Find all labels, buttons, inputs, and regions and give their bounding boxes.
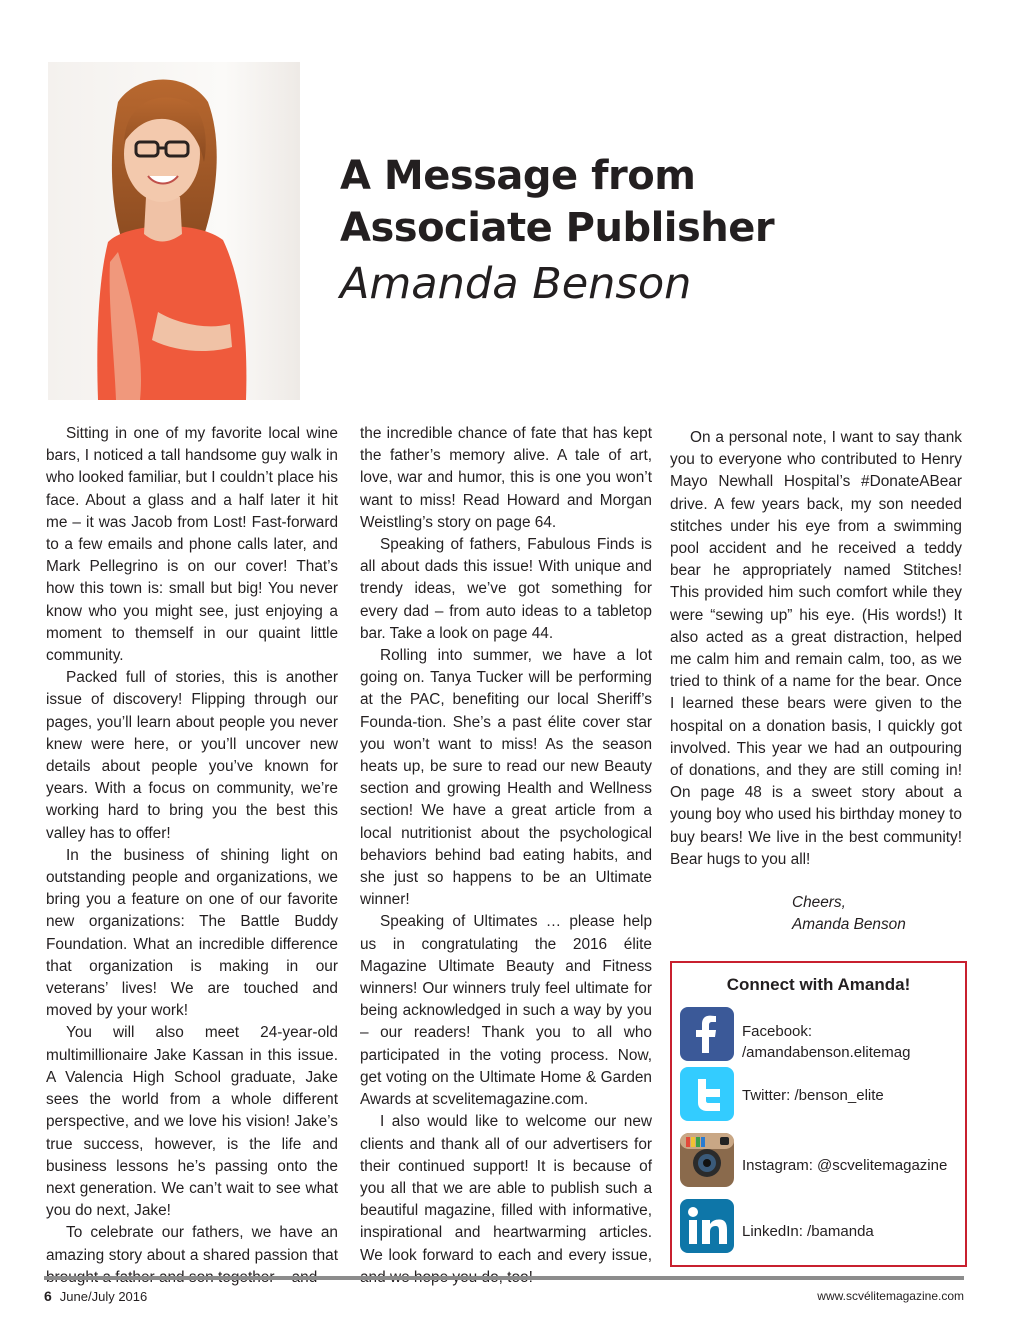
paragraph: To celebrate our fathers, we have an amazing story about a shared passion that	[46, 1224, 338, 1264]
linkedin-icon	[680, 1199, 734, 1253]
facebook-link[interactable]	[680, 1007, 963, 1063]
paragraph: Sitting in one of my favorite local wine bars, I noticed a tall handsome guy walk in who looked familiar, but I couldn’t place his face. About a glass and a half later it hit me – it was Jacob from Lost! Fast-forward to a few emails and phone calls later, and Mark Pellegrino is on our cover! That’s how this town is: small but big! You never know who you might see, just enjoying a moment to themself in our quaint little community.	[46, 425, 338, 665]
facebook-icon	[680, 1007, 734, 1061]
facebook-handle: Facebook: /amandabenson.elitemag	[742, 1023, 911, 1061]
title-line-1: A Message from	[340, 153, 696, 199]
title-line-2: Associate Publisher	[340, 205, 775, 251]
paragraph: On a personal note, I want to say thank you to everyone who contributed to Henry Mayo Newhall Hospital’s #DonateABear drive. A few years back, my son needed stitches under his eye from a swimming pool accident and he received a teddy bear he appropriately named Stitches! This provided him such comfort while they were “sewing up” his eye. (His words!) It also acted as a great distraction, helped me calm him and remain calm, too, as we tried to think of a name for the bear. Once I learned these bears were given to the hospital on a donation basis, I quickly got involved. This year we had an outpouring of donations, and they are still coming in! On page 48 is a sweet story about a young boy who used his birthday money to buy bears! We live in the best community! Bear hugs to you all!	[670, 429, 962, 868]
page-info	[44, 1288, 147, 1304]
connect-heading: Connect with Amanda!	[726, 975, 911, 994]
instagram-link[interactable]	[680, 1133, 963, 1189]
twitter-icon	[680, 1067, 734, 1121]
article-title	[340, 150, 940, 314]
instagram-handle: Instagram: @scvelitemagazine	[742, 1157, 948, 1174]
article-column-2	[360, 423, 652, 1289]
connect-box	[670, 961, 967, 1267]
publisher-name: Amanda Benson	[340, 259, 692, 309]
signoff-greeting: Cheers,	[792, 894, 846, 911]
article-column-3	[670, 427, 962, 871]
article-column-1	[46, 423, 338, 1289]
paragraph: the incredible chance of fate that has kept the father’s memory alive. A tale of art, love, war and humor, this is one you won’t want to miss! Read Howard and Morgan Weistling’s story on page 64.	[360, 425, 652, 531]
twitter-handle: Twitter: /benson_elite	[742, 1087, 884, 1104]
paragraph: Speaking of Ultimates … please help us in congratulating the 2016 élite Magazine Ultimate Beauty and Fitness winners! Our winners truly feel ultimate for being acknowledged in such a way by you – our readers! Thank you to all who participated in the voting process. Now, get voting on the Ultimate Home & Garden Awards at scvelitemagazine.com.	[360, 913, 652, 1109]
page-number: 6	[44, 1288, 52, 1304]
instagram-icon	[680, 1133, 734, 1187]
linkedin-handle: LinkedIn: /bamanda	[742, 1223, 874, 1240]
twitter-link[interactable]	[680, 1067, 963, 1123]
signoff	[792, 892, 906, 936]
issue-date: June/July 2016	[59, 1289, 148, 1304]
linkedin-link[interactable]	[680, 1199, 963, 1255]
paragraph: Packed full of stories, this is another issue of discovery! Flipping through our pages, you’ll learn about people you never knew were here, or you’ll uncover new details about people you’ve known for years. With a focus on community, we’re working hard to bring you the best this valley has to offer!	[46, 669, 338, 842]
signoff-name: Amanda Benson	[792, 916, 906, 934]
paragraph: Speaking of fathers, Fabulous Finds is all about dads this issue! With unique and trendy ideas, we’ve got something for every dad – from auto ideas to a tabletop bar. Take a look on page 44.	[360, 536, 652, 642]
paragraph: I also would like to welcome our new clients and thank all of our advertisers for their continued support! It is because of you all that we are able to publish such a beautiful magazine, filled with informative, inspirational and heartwarming articles. We look forward to each and every issue,	[360, 1113, 652, 1264]
paragraph: Rolling into summer, we have a lot going on. Tanya Tucker will be performing at the PAC, benefiting our local Sheriff’s Founda-tion. She’s a past élite cover star you won’t want to miss! As the season heats up, be sure to read our new Beauty section and growing Health and Wellness section! We have a great article from a local nutritionist about the psychological behaviors behind bad eating habits, and she just so happens to be an Ultimate winner!	[360, 647, 652, 909]
publisher-photo	[48, 62, 300, 400]
paragraph: In the business of shining light on outstanding people and organizations, we bring you a feature on one of our favorite new organizations: The Battle Buddy Foundation. What an incredible difference that organization is making in our veterans’ lives! We are touched and moved by your work!	[46, 846, 338, 1020]
paragraph: You will also meet 24-year-old multimillionaire Jake Kassan in this issue. A Valencia High School graduate, Jake sees the world from a whole different perspective, and we love his vision! Jake’s true success, however, is the life and business lessons he’s passing onto the next generation. We can’t wait to see what you do next, Jake!	[46, 1024, 338, 1220]
website-url[interactable]: www.scvélitemagazine.com	[817, 1289, 964, 1303]
footer-rule	[44, 1276, 964, 1280]
